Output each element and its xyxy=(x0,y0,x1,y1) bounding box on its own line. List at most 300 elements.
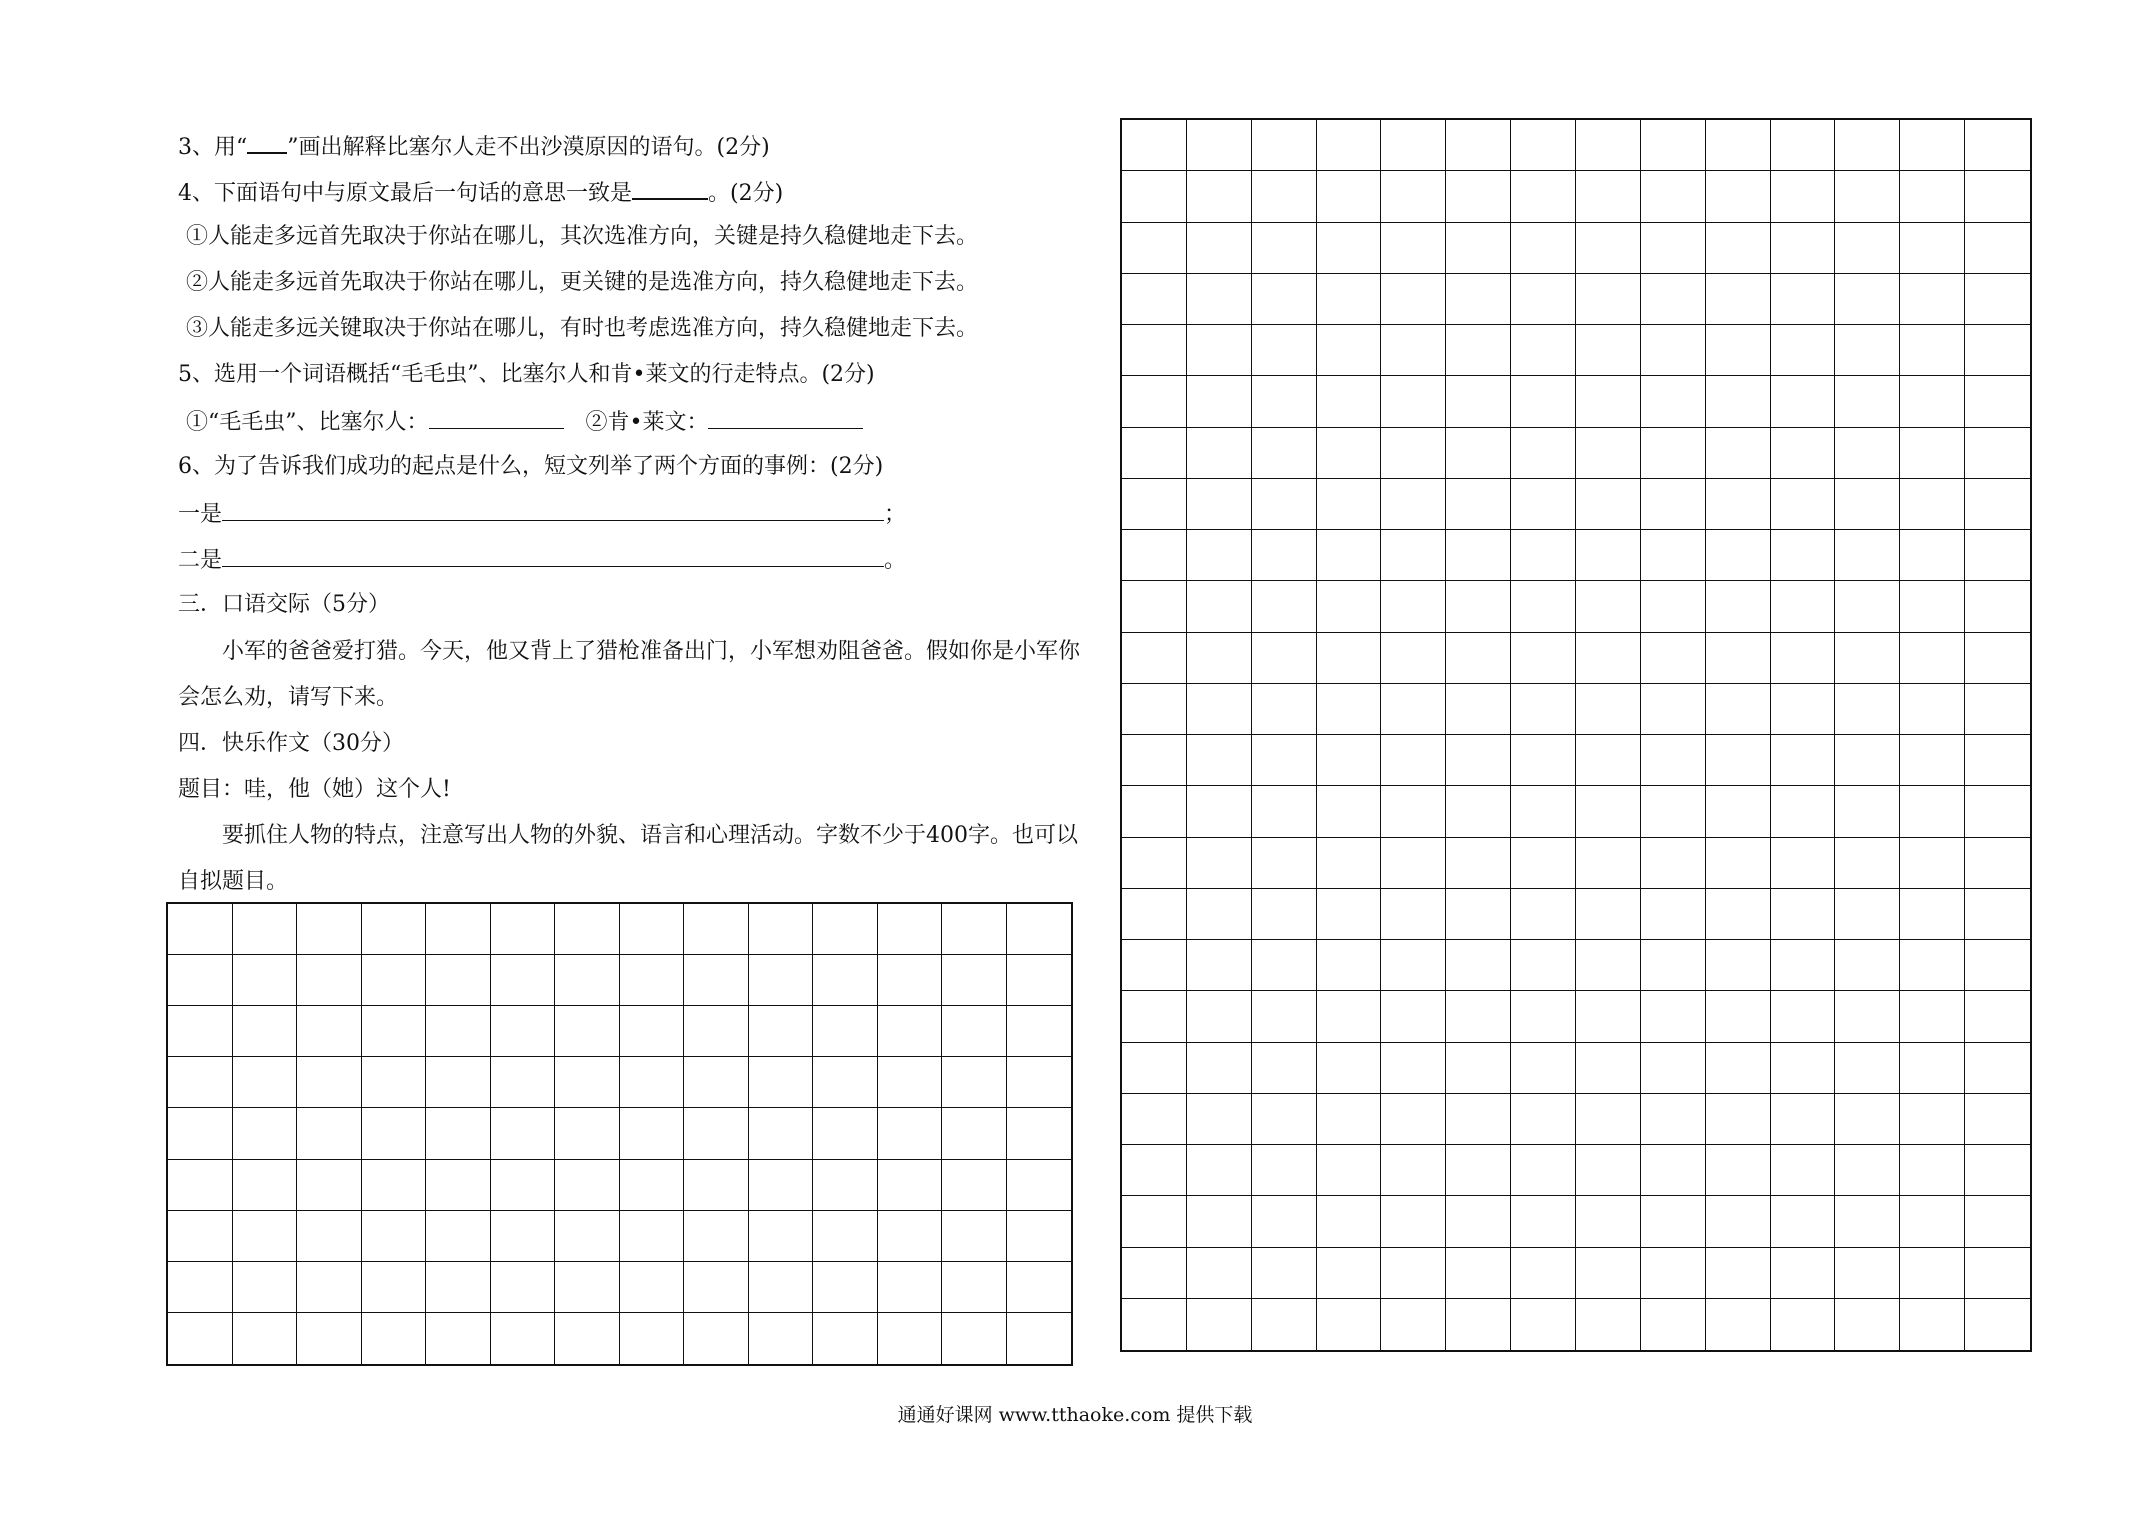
grid-cell[interactable] xyxy=(1252,428,1317,479)
grid-cell[interactable] xyxy=(1900,325,1965,376)
grid-cell[interactable] xyxy=(942,1057,1007,1108)
grid-cell[interactable] xyxy=(1576,171,1641,222)
grid-cell[interactable] xyxy=(620,904,685,955)
answer-blank-q4[interactable] xyxy=(632,176,708,200)
grid-cell[interactable] xyxy=(1641,786,1706,837)
grid-cell[interactable] xyxy=(1446,1145,1511,1196)
grid-cell[interactable] xyxy=(1576,120,1641,171)
answer-line-q6-1[interactable] xyxy=(222,498,884,521)
grid-cell[interactable] xyxy=(1576,581,1641,632)
grid-cell[interactable] xyxy=(1187,1145,1252,1196)
grid-cell[interactable] xyxy=(1381,1094,1446,1145)
grid-cell[interactable] xyxy=(555,1057,620,1108)
grid-cell[interactable] xyxy=(1835,1196,1900,1247)
grid-cell[interactable] xyxy=(168,1211,233,1262)
writing-grid-left[interactable] xyxy=(166,902,1073,1366)
grid-cell[interactable] xyxy=(1511,633,1576,684)
grid-cell[interactable] xyxy=(1641,889,1706,940)
grid-cell[interactable] xyxy=(1511,530,1576,581)
grid-cell[interactable] xyxy=(1900,786,1965,837)
grid-cell[interactable] xyxy=(1706,120,1771,171)
grid-cell[interactable] xyxy=(1965,223,2030,274)
grid-cell[interactable] xyxy=(1511,223,1576,274)
grid-cell[interactable] xyxy=(1771,223,1836,274)
grid-cell[interactable] xyxy=(1252,479,1317,530)
grid-cell[interactable] xyxy=(1187,735,1252,786)
grid-cell[interactable] xyxy=(1706,274,1771,325)
grid-cell[interactable] xyxy=(749,1006,814,1057)
grid-cell[interactable] xyxy=(1252,1145,1317,1196)
grid-cell[interactable] xyxy=(1511,1043,1576,1094)
grid-cell[interactable] xyxy=(1706,1196,1771,1247)
grid-cell[interactable] xyxy=(684,1211,749,1262)
grid-cell[interactable] xyxy=(1835,1094,1900,1145)
grid-cell[interactable] xyxy=(1771,991,1836,1042)
grid-cell[interactable] xyxy=(1576,1094,1641,1145)
grid-cell[interactable] xyxy=(620,1160,685,1211)
grid-cell[interactable] xyxy=(942,1108,1007,1159)
grid-cell[interactable] xyxy=(1511,581,1576,632)
grid-cell[interactable] xyxy=(1122,479,1187,530)
grid-cell[interactable] xyxy=(297,1262,362,1313)
grid-cell[interactable] xyxy=(1511,325,1576,376)
grid-cell[interactable] xyxy=(878,1108,943,1159)
grid-cell[interactable] xyxy=(1706,684,1771,735)
grid-cell[interactable] xyxy=(1187,786,1252,837)
grid-cell[interactable] xyxy=(1007,1108,1072,1159)
grid-cell[interactable] xyxy=(1252,1196,1317,1247)
grid-cell[interactable] xyxy=(620,1313,685,1364)
grid-cell[interactable] xyxy=(1381,786,1446,837)
grid-cell[interactable] xyxy=(1641,376,1706,427)
grid-cell[interactable] xyxy=(233,1108,298,1159)
grid-cell[interactable] xyxy=(1446,633,1511,684)
grid-cell[interactable] xyxy=(1576,223,1641,274)
grid-cell[interactable] xyxy=(813,1160,878,1211)
grid-cell[interactable] xyxy=(1835,274,1900,325)
grid-cell[interactable] xyxy=(1641,684,1706,735)
grid-cell[interactable] xyxy=(1965,1299,2030,1350)
grid-cell[interactable] xyxy=(1381,1196,1446,1247)
grid-cell[interactable] xyxy=(362,1262,427,1313)
grid-cell[interactable] xyxy=(1187,325,1252,376)
grid-cell[interactable] xyxy=(1187,684,1252,735)
grid-cell[interactable] xyxy=(491,1108,556,1159)
grid-cell[interactable] xyxy=(168,1262,233,1313)
grid-cell[interactable] xyxy=(233,955,298,1006)
grid-cell[interactable] xyxy=(1900,1094,1965,1145)
grid-cell[interactable] xyxy=(1446,991,1511,1042)
grid-cell[interactable] xyxy=(1381,1248,1446,1299)
grid-cell[interactable] xyxy=(1381,1145,1446,1196)
grid-cell[interactable] xyxy=(1317,940,1382,991)
grid-cell[interactable] xyxy=(1835,376,1900,427)
grid-cell[interactable] xyxy=(1835,1043,1900,1094)
grid-cell[interactable] xyxy=(1511,991,1576,1042)
grid-cell[interactable] xyxy=(1835,479,1900,530)
grid-cell[interactable] xyxy=(813,1108,878,1159)
grid-cell[interactable] xyxy=(491,1160,556,1211)
grid-cell[interactable] xyxy=(1576,1299,1641,1350)
grid-cell[interactable] xyxy=(1965,274,2030,325)
grid-cell[interactable] xyxy=(1187,991,1252,1042)
grid-cell[interactable] xyxy=(1835,223,1900,274)
grid-cell[interactable] xyxy=(878,904,943,955)
grid-cell[interactable] xyxy=(1511,1248,1576,1299)
grid-cell[interactable] xyxy=(1771,479,1836,530)
grid-cell[interactable] xyxy=(1641,633,1706,684)
grid-cell[interactable] xyxy=(1187,1248,1252,1299)
grid-cell[interactable] xyxy=(1252,530,1317,581)
grid-cell[interactable] xyxy=(1900,171,1965,222)
grid-cell[interactable] xyxy=(1187,1196,1252,1247)
grid-cell[interactable] xyxy=(1317,120,1382,171)
grid-cell[interactable] xyxy=(1771,838,1836,889)
grid-cell[interactable] xyxy=(1122,1043,1187,1094)
grid-cell[interactable] xyxy=(813,1006,878,1057)
grid-cell[interactable] xyxy=(1381,735,1446,786)
grid-cell[interactable] xyxy=(426,1262,491,1313)
grid-cell[interactable] xyxy=(1446,120,1511,171)
grid-cell[interactable] xyxy=(1446,274,1511,325)
grid-cell[interactable] xyxy=(233,1211,298,1262)
grid-cell[interactable] xyxy=(1706,581,1771,632)
grid-cell[interactable] xyxy=(878,1057,943,1108)
grid-cell[interactable] xyxy=(1252,735,1317,786)
grid-cell[interactable] xyxy=(1641,581,1706,632)
grid-cell[interactable] xyxy=(813,1262,878,1313)
grid-cell[interactable] xyxy=(1007,1006,1072,1057)
grid-cell[interactable] xyxy=(1381,428,1446,479)
grid-cell[interactable] xyxy=(1317,325,1382,376)
grid-cell[interactable] xyxy=(1446,171,1511,222)
grid-cell[interactable] xyxy=(1317,991,1382,1042)
grid-cell[interactable] xyxy=(1511,838,1576,889)
answer-line-q6-2[interactable] xyxy=(222,544,884,567)
grid-cell[interactable] xyxy=(1641,1196,1706,1247)
grid-cell[interactable] xyxy=(878,1006,943,1057)
grid-cell[interactable] xyxy=(684,1108,749,1159)
grid-cell[interactable] xyxy=(1317,223,1382,274)
grid-cell[interactable] xyxy=(749,1108,814,1159)
grid-cell[interactable] xyxy=(1446,530,1511,581)
grid-cell[interactable] xyxy=(1317,274,1382,325)
grid-cell[interactable] xyxy=(1122,274,1187,325)
grid-cell[interactable] xyxy=(1007,1057,1072,1108)
grid-cell[interactable] xyxy=(1187,1043,1252,1094)
grid-cell[interactable] xyxy=(426,1313,491,1364)
grid-cell[interactable] xyxy=(1511,1299,1576,1350)
grid-cell[interactable] xyxy=(1252,1043,1317,1094)
grid-cell[interactable] xyxy=(1317,171,1382,222)
grid-cell[interactable] xyxy=(1007,1313,1072,1364)
grid-cell[interactable] xyxy=(1381,1299,1446,1350)
grid-cell[interactable] xyxy=(878,1160,943,1211)
grid-cell[interactable] xyxy=(1965,530,2030,581)
grid-cell[interactable] xyxy=(1381,889,1446,940)
grid-cell[interactable] xyxy=(1446,1043,1511,1094)
grid-cell[interactable] xyxy=(1965,735,2030,786)
grid-cell[interactable] xyxy=(1771,376,1836,427)
grid-cell[interactable] xyxy=(813,1313,878,1364)
grid-cell[interactable] xyxy=(555,1262,620,1313)
grid-cell[interactable] xyxy=(1381,581,1446,632)
grid-cell[interactable] xyxy=(1771,889,1836,940)
grid-cell[interactable] xyxy=(1641,325,1706,376)
grid-cell[interactable] xyxy=(1381,838,1446,889)
grid-cell[interactable] xyxy=(1771,274,1836,325)
grid-cell[interactable] xyxy=(1965,171,2030,222)
grid-cell[interactable] xyxy=(362,1160,427,1211)
grid-cell[interactable] xyxy=(555,1108,620,1159)
grid-cell[interactable] xyxy=(1900,376,1965,427)
grid-cell[interactable] xyxy=(1835,1299,1900,1350)
grid-cell[interactable] xyxy=(1007,955,1072,1006)
grid-cell[interactable] xyxy=(1446,325,1511,376)
grid-cell[interactable] xyxy=(1381,325,1446,376)
grid-cell[interactable] xyxy=(1835,1145,1900,1196)
grid-cell[interactable] xyxy=(1317,479,1382,530)
grid-cell[interactable] xyxy=(1122,940,1187,991)
grid-cell[interactable] xyxy=(168,1313,233,1364)
grid-cell[interactable] xyxy=(1835,530,1900,581)
grid-cell[interactable] xyxy=(1706,428,1771,479)
grid-cell[interactable] xyxy=(1965,633,2030,684)
grid-cell[interactable] xyxy=(1317,1043,1382,1094)
grid-cell[interactable] xyxy=(491,1262,556,1313)
grid-cell[interactable] xyxy=(1900,889,1965,940)
grid-cell[interactable] xyxy=(1252,633,1317,684)
grid-cell[interactable] xyxy=(1576,325,1641,376)
grid-cell[interactable] xyxy=(1835,735,1900,786)
grid-cell[interactable] xyxy=(1381,376,1446,427)
grid-cell[interactable] xyxy=(1706,479,1771,530)
grid-cell[interactable] xyxy=(1835,325,1900,376)
grid-cell[interactable] xyxy=(1900,479,1965,530)
grid-cell[interactable] xyxy=(1576,1196,1641,1247)
grid-cell[interactable] xyxy=(1187,376,1252,427)
grid-cell[interactable] xyxy=(1187,581,1252,632)
grid-cell[interactable] xyxy=(749,1313,814,1364)
grid-cell[interactable] xyxy=(1641,1248,1706,1299)
grid-cell[interactable] xyxy=(1317,786,1382,837)
grid-cell[interactable] xyxy=(1187,530,1252,581)
grid-cell[interactable] xyxy=(1446,1094,1511,1145)
grid-cell[interactable] xyxy=(1187,223,1252,274)
grid-cell[interactable] xyxy=(1446,684,1511,735)
grid-cell[interactable] xyxy=(942,904,1007,955)
grid-cell[interactable] xyxy=(233,1262,298,1313)
grid-cell[interactable] xyxy=(1122,1145,1187,1196)
grid-cell[interactable] xyxy=(1900,1145,1965,1196)
grid-cell[interactable] xyxy=(1317,1196,1382,1247)
grid-cell[interactable] xyxy=(1122,171,1187,222)
grid-cell[interactable] xyxy=(1317,530,1382,581)
grid-cell[interactable] xyxy=(1965,889,2030,940)
grid-cell[interactable] xyxy=(1252,171,1317,222)
grid-cell[interactable] xyxy=(1122,991,1187,1042)
grid-cell[interactable] xyxy=(362,955,427,1006)
grid-cell[interactable] xyxy=(1835,428,1900,479)
grid-cell[interactable] xyxy=(1317,428,1382,479)
grid-cell[interactable] xyxy=(168,1006,233,1057)
grid-cell[interactable] xyxy=(878,1262,943,1313)
grid-cell[interactable] xyxy=(942,1006,1007,1057)
grid-cell[interactable] xyxy=(555,1006,620,1057)
grid-cell[interactable] xyxy=(362,1211,427,1262)
grid-cell[interactable] xyxy=(684,904,749,955)
grid-cell[interactable] xyxy=(878,1313,943,1364)
grid-cell[interactable] xyxy=(1771,684,1836,735)
grid-cell[interactable] xyxy=(1965,581,2030,632)
grid-cell[interactable] xyxy=(1706,1299,1771,1350)
grid-cell[interactable] xyxy=(555,1211,620,1262)
grid-cell[interactable] xyxy=(1835,171,1900,222)
grid-cell[interactable] xyxy=(1706,530,1771,581)
grid-cell[interactable] xyxy=(1122,120,1187,171)
grid-cell[interactable] xyxy=(1706,1145,1771,1196)
grid-cell[interactable] xyxy=(1576,530,1641,581)
grid-cell[interactable] xyxy=(555,1313,620,1364)
grid-cell[interactable] xyxy=(555,904,620,955)
grid-cell[interactable] xyxy=(1835,581,1900,632)
grid-cell[interactable] xyxy=(233,1057,298,1108)
grid-cell[interactable] xyxy=(1641,1094,1706,1145)
grid-cell[interactable] xyxy=(1965,1043,2030,1094)
grid-cell[interactable] xyxy=(942,1211,1007,1262)
grid-cell[interactable] xyxy=(1771,1145,1836,1196)
grid-cell[interactable] xyxy=(1122,735,1187,786)
grid-cell[interactable] xyxy=(1252,274,1317,325)
grid-cell[interactable] xyxy=(426,1211,491,1262)
grid-cell[interactable] xyxy=(1965,684,2030,735)
grid-cell[interactable] xyxy=(1381,940,1446,991)
grid-cell[interactable] xyxy=(1252,325,1317,376)
grid-cell[interactable] xyxy=(1641,735,1706,786)
grid-cell[interactable] xyxy=(1187,479,1252,530)
grid-cell[interactable] xyxy=(1900,991,1965,1042)
grid-cell[interactable] xyxy=(1900,838,1965,889)
grid-cell[interactable] xyxy=(1187,274,1252,325)
grid-cell[interactable] xyxy=(1511,376,1576,427)
grid-cell[interactable] xyxy=(1317,889,1382,940)
grid-cell[interactable] xyxy=(1446,889,1511,940)
grid-cell[interactable] xyxy=(233,1006,298,1057)
grid-cell[interactable] xyxy=(1706,171,1771,222)
grid-cell[interactable] xyxy=(1900,684,1965,735)
grid-cell[interactable] xyxy=(1187,838,1252,889)
grid-cell[interactable] xyxy=(1317,684,1382,735)
grid-cell[interactable] xyxy=(491,1057,556,1108)
grid-cell[interactable] xyxy=(1900,633,1965,684)
grid-cell[interactable] xyxy=(1381,991,1446,1042)
grid-cell[interactable] xyxy=(1706,1248,1771,1299)
grid-cell[interactable] xyxy=(1007,1211,1072,1262)
grid-cell[interactable] xyxy=(1122,1094,1187,1145)
grid-cell[interactable] xyxy=(426,955,491,1006)
grid-cell[interactable] xyxy=(1965,325,2030,376)
grid-cell[interactable] xyxy=(1122,838,1187,889)
grid-cell[interactable] xyxy=(1576,428,1641,479)
grid-cell[interactable] xyxy=(1965,991,2030,1042)
grid-cell[interactable] xyxy=(1965,940,2030,991)
grid-cell[interactable] xyxy=(1900,428,1965,479)
grid-cell[interactable] xyxy=(749,904,814,955)
grid-cell[interactable] xyxy=(1641,991,1706,1042)
grid-cell[interactable] xyxy=(233,904,298,955)
grid-cell[interactable] xyxy=(1900,1248,1965,1299)
grid-cell[interactable] xyxy=(1252,1248,1317,1299)
grid-cell[interactable] xyxy=(1641,171,1706,222)
grid-cell[interactable] xyxy=(1511,274,1576,325)
grid-cell[interactable] xyxy=(813,955,878,1006)
grid-cell[interactable] xyxy=(1965,838,2030,889)
grid-cell[interactable] xyxy=(1835,889,1900,940)
grid-cell[interactable] xyxy=(1381,1043,1446,1094)
grid-cell[interactable] xyxy=(297,1313,362,1364)
grid-cell[interactable] xyxy=(426,1108,491,1159)
grid-cell[interactable] xyxy=(1965,1196,2030,1247)
grid-cell[interactable] xyxy=(1641,223,1706,274)
grid-cell[interactable] xyxy=(749,955,814,1006)
grid-cell[interactable] xyxy=(1641,530,1706,581)
grid-cell[interactable] xyxy=(942,955,1007,1006)
grid-cell[interactable] xyxy=(1122,633,1187,684)
grid-cell[interactable] xyxy=(491,1313,556,1364)
grid-cell[interactable] xyxy=(1122,376,1187,427)
grid-cell[interactable] xyxy=(1252,223,1317,274)
grid-cell[interactable] xyxy=(1252,889,1317,940)
grid-cell[interactable] xyxy=(1252,581,1317,632)
grid-cell[interactable] xyxy=(1007,1262,1072,1313)
grid-cell[interactable] xyxy=(1706,991,1771,1042)
grid-cell[interactable] xyxy=(1317,1094,1382,1145)
grid-cell[interactable] xyxy=(878,1211,943,1262)
grid-cell[interactable] xyxy=(620,955,685,1006)
grid-cell[interactable] xyxy=(1381,633,1446,684)
grid-cell[interactable] xyxy=(426,1006,491,1057)
grid-cell[interactable] xyxy=(1641,274,1706,325)
grid-cell[interactable] xyxy=(1187,633,1252,684)
grid-cell[interactable] xyxy=(1835,786,1900,837)
grid-cell[interactable] xyxy=(1446,838,1511,889)
grid-cell[interactable] xyxy=(684,1262,749,1313)
grid-cell[interactable] xyxy=(1511,1196,1576,1247)
grid-cell[interactable] xyxy=(1771,325,1836,376)
grid-cell[interactable] xyxy=(1576,684,1641,735)
grid-cell[interactable] xyxy=(1576,274,1641,325)
grid-cell[interactable] xyxy=(1771,1299,1836,1350)
grid-cell[interactable] xyxy=(1122,428,1187,479)
grid-cell[interactable] xyxy=(684,1006,749,1057)
grid-cell[interactable] xyxy=(233,1160,298,1211)
grid-cell[interactable] xyxy=(1122,1299,1187,1350)
grid-cell[interactable] xyxy=(1252,376,1317,427)
grid-cell[interactable] xyxy=(1317,376,1382,427)
grid-cell[interactable] xyxy=(1122,1248,1187,1299)
grid-cell[interactable] xyxy=(297,904,362,955)
grid-cell[interactable] xyxy=(1381,171,1446,222)
grid-cell[interactable] xyxy=(1900,735,1965,786)
grid-cell[interactable] xyxy=(1576,376,1641,427)
grid-cell[interactable] xyxy=(1771,530,1836,581)
grid-cell[interactable] xyxy=(1965,120,2030,171)
grid-cell[interactable] xyxy=(1252,1094,1317,1145)
grid-cell[interactable] xyxy=(1122,786,1187,837)
grid-cell[interactable] xyxy=(1965,479,2030,530)
grid-cell[interactable] xyxy=(1641,1145,1706,1196)
grid-cell[interactable] xyxy=(1576,1248,1641,1299)
